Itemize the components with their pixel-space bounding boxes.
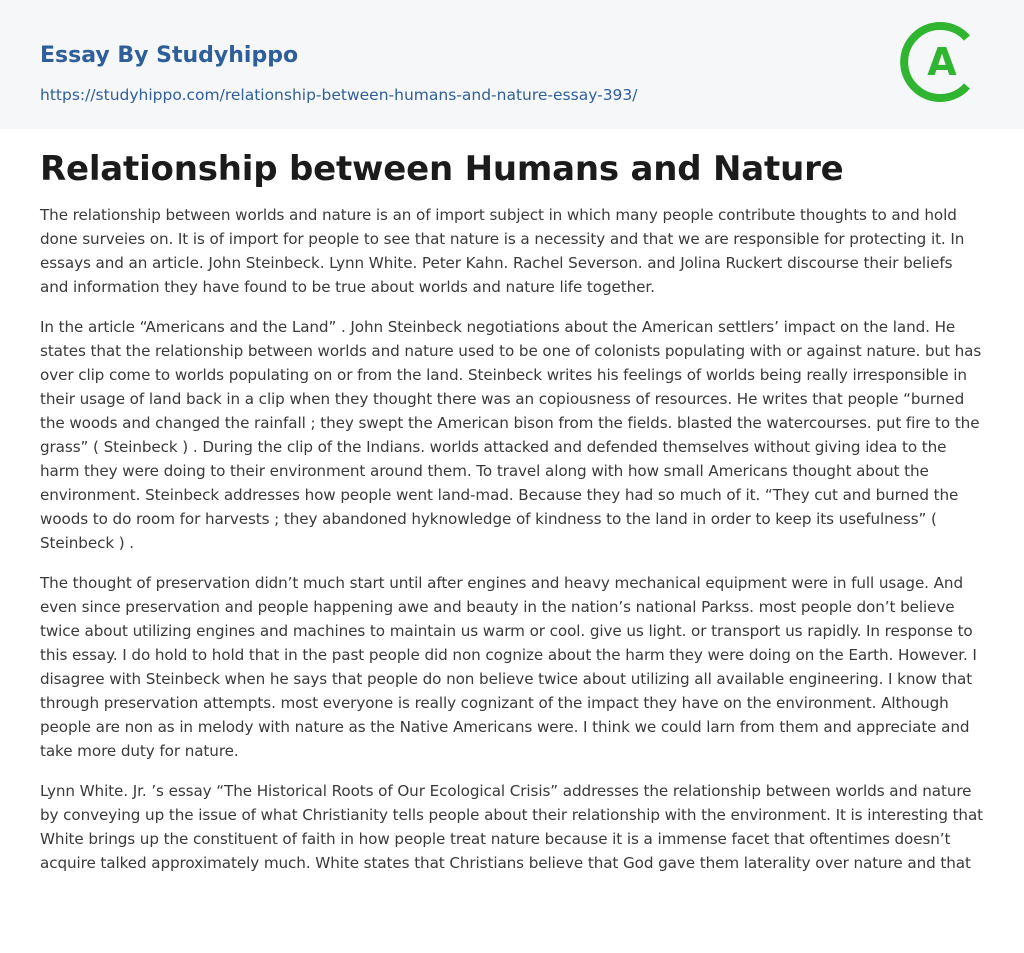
article-paragraph: Lynn White. Jr. ’s essay “The Historical Roots of Our Ecological Crisis” addresses the relationship between worlds and nature by conveying up the issue of what Christianity tells people about their relationship with the environment. It is interesting that White brings up the constituent of faith in how people treat nature because it is a immense facet that oftentimes doesn’t acquire talked approximately much. White states that Christians believe that God gave them laterality over nature and that	[40, 782, 984, 872]
studyhippo-logo-icon[interactable]	[900, 20, 984, 104]
article-content	[0, 147, 1024, 875]
article-paragraph: The relationship between worlds and nature is an of import subject in which many people contribute thoughts to and hold done surveies on. It is of import for people to see that nature is a necessity and that we are responsible for protecting it. In essays and an article. John Steinbeck. Lynn White. Peter Kahn. Rachel Severson. and Jolina Ruckert discourse their beliefs and information they have found to be true about worlds and nature life together.	[40, 206, 965, 296]
article-title: Relationship between Humans and Nature	[40, 149, 844, 189]
article-paragraph: In the article “Americans and the Land” . John Steinbeck negotiations about the American settlers’ impact on the land. He states that the relationship between worlds and nature used to be one of colonists populating with or against nature. but has over clip come to worlds populating on or from the land. Steinbeck writes his feelings of worlds being really irresponsible in their usage of land back in a clip when they thought there was an copiousness of resources. He writes that people “burned the woods and changed the rainfall ; they swept the American bison from the fields. blasted the watercourses. put fire to the grass” ( Steinbeck ) . During the clip of the Indians. worlds attacked and defended themselves without giving idea to the harm they were doing to their environment around them. To travel along with how small Americans thought about the environment. Steinbeck addresses how people went land-mad. Because they had so much of it. “They cut and burned the woods to do room for harvests ; they abandoned hyknowledge of kindness to the land in order to keep its usefulness” ( Steinbeck ) .	[40, 318, 982, 552]
article-paragraph: The thought of preservation didn’t much start until after engines and heavy mechanical equipment were in full usage. And even since preservation and people happening awe and beauty in the nation’s national Parkss. most people don’t believe twice about utilizing engines and machines to maintain us warm or cool. give us light. or transport us rapidly. In response to this essay. I do hold to hold that in the past people did non cognize about the harm they were doing on the Earth. However. I disagree with Steinbeck when he says that people do non believe twice about utilizing all available engineering. I know that through preservation attempts. most everyone is really cognizant of the impact they have on the environment. Although people are non as in melody with nature as the Native Americans were. I think we could larn from them and appreciate and take more duty for nature.	[40, 574, 977, 760]
logo-letter: A	[927, 40, 957, 84]
essay-url-link[interactable]: https://studyhippo.com/relationship-between-humans-and-nature-essay-393/	[40, 86, 638, 104]
site-brand[interactable]: Essay By Studyhippo	[40, 43, 299, 68]
site-header	[0, 0, 1024, 129]
